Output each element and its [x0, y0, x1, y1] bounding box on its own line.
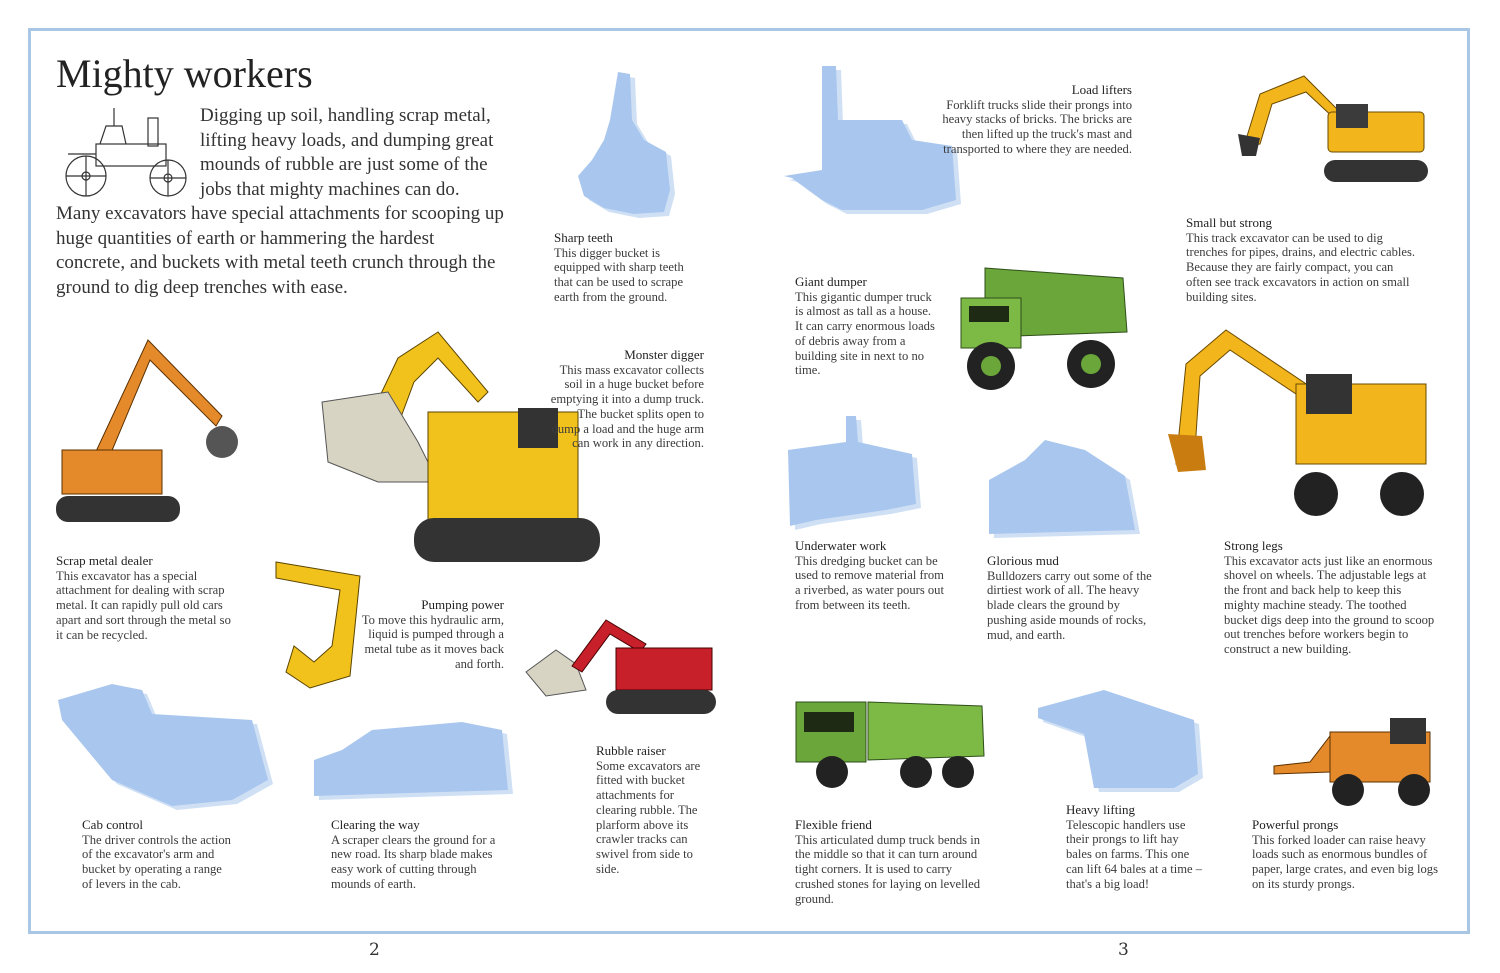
caption-giant-dumper: Giant dumper This gigantic dumper truck is almost as tall as a house. It can carry enormous loads of debris away from a building site in next to no time. [795, 274, 935, 378]
scrap-excavator-image [52, 330, 252, 530]
caption-small-but-strong: Small but strong This track excavator can be used to dig trenches for pipes, drains, and electric cables. Because they are fairly compact, you can often see track excavators in action on small building sites. [1186, 215, 1416, 304]
intro-text: Digging up soil, handling scrap metal, lifting heavy loads, and dumping great mounds of rubble are just some of the jobs that mighty machines can do. Many excavators have special attachments for scooping up huge quantities of earth or hammering the hardest concrete, and buckets with metal teeth crunch through the ground to dig deep trenches with ease. [56, 105, 504, 298]
telescopic-handler-silhouette [1034, 684, 1210, 804]
dredging-bucket-silhouette [786, 414, 926, 534]
intro-block [56, 104, 506, 300]
hydraulic-arm-image [270, 556, 366, 692]
caption-heavy-lifting: Heavy lifting Telescopic handlers use their prongs to lift hay bales on farms. This one can lift 64 bales at a time – that's a big load! [1066, 802, 1203, 891]
caption-glorious-mud: Glorious mud Bulldozers carry out some of the dirtiest work of all. The heavy blade clears the ground by pushing aside mounds of rocks, mud, and earth. [987, 553, 1152, 642]
wheeled-excavator-image [1166, 324, 1446, 524]
steam-engine-engraving [56, 104, 194, 200]
dumper-truck-image [955, 258, 1135, 398]
caption-rubble-raiser: Rubble raiser Some excavators are fitted with bucket attachments for clearing rubble. The plarform above its crawler tracks can swivel from side to side. [596, 743, 701, 876]
page-number-left: 2 [369, 940, 380, 960]
caption-clearing-the-way: Clearing the way A scraper clears the ground for a new road. Its sharp blade makes easy work of cutting through mounds of earth. [331, 817, 496, 891]
caption-cab-control: Cab control The driver controls the action of the excavator's arm and bucket by operating a range of levers in the cab. [82, 817, 231, 891]
forked-loader-image [1270, 712, 1446, 808]
caption-underwater-work: Underwater work This dredging bucket can be used to remove material from a riverbed, as water pours out from between its teeth. [795, 538, 944, 612]
caption-flexible-friend: Flexible friend This articulated dump truck bends in the middle so that it can turn around tight corners. It is used to carry crushed stones for laying on levelled ground. [795, 817, 981, 906]
track-excavator-image [1230, 64, 1440, 194]
articulated-dump-truck-image [792, 682, 988, 792]
page-title: Mighty workers [56, 51, 313, 96]
excavator-cab-silhouette [52, 680, 276, 820]
page-number-right: 3 [1118, 940, 1129, 960]
rubble-excavator-image [516, 610, 726, 720]
scraper-silhouette [312, 710, 518, 806]
digger-bucket-silhouette [574, 60, 694, 220]
bulldozer-blade-silhouette [985, 430, 1155, 542]
caption-strong-legs: Strong legs This excavator acts just like an enormous shovel on wheels. The adjustable legs at the front and back help to keep this mighty machine steady. The toothed bucket digs deep into the ground to scoop out trenches before workers begin to construct a new building. [1224, 538, 1435, 656]
caption-pumping-power: Pumping power To move this hydraulic arm, liquid is pumped through a metal tube as it moves back and forth. [361, 597, 504, 671]
caption-monster-digger: Monster digger This mass excavator collects soil in a huge bucket before emptying it into a dump truck. The bucket splits open to dump a load and the huge arm can work in any direction. [550, 347, 704, 451]
caption-scrap-metal-dealer: Scrap metal dealer This excavator has a special attachment for dealing with scrap metal. It can rapidly pull old cars apart and sort through the metal so it can be recycled. [56, 553, 231, 642]
caption-powerful-prongs: Powerful prongs This forked loader can raise heavy loads such as enormous bundles of paper, large crates, and even big logs on its sturdy prongs. [1252, 817, 1438, 891]
caption-sharp-teeth: Sharp teeth This digger bucket is equipped with sharp teeth that can be used to scrape earth from the ground. [554, 230, 684, 304]
caption-load-lifters: Load lifters Forklift trucks slide their prongs into heavy stacks of bricks. The bricks are then lifted up the truck's mast and transported to where they are needed. [942, 82, 1132, 156]
